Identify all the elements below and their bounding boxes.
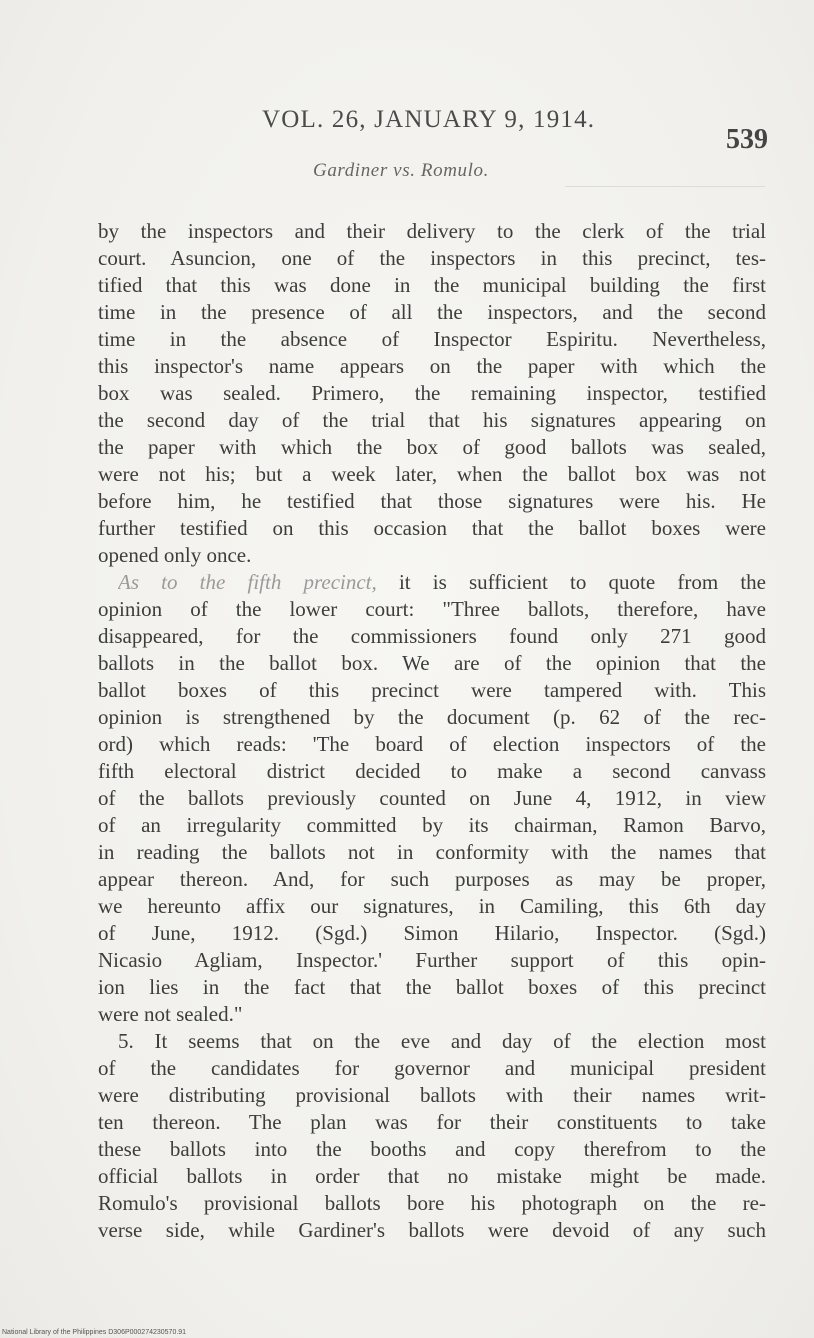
text-line: opinion of the lower court: "Three ballots, therefore, have — [98, 597, 766, 621]
text-line: Romulo's provisional ballots bore his photograph on the re- — [98, 1191, 766, 1215]
text-line: of June, 1912. (Sgd.) Simon Hilario, Inspector. (Sgd.) — [98, 921, 766, 945]
text-line: of the candidates for governor and municipal president — [98, 1056, 766, 1080]
text-line: ion lies in the fact that the ballot boxes of this precinct — [98, 975, 766, 999]
text-line: ten thereon. The plan was for their constituents to take — [98, 1110, 766, 1134]
case-title: Gardiner vs. Romulo. — [313, 160, 489, 181]
text-line: verse side, while Gardiner's ballots were devoid of any such — [98, 1218, 766, 1242]
text-line: this inspector's name appears on the paper with which the — [98, 354, 766, 378]
header-rule — [565, 186, 765, 187]
text-line: 5. It seems that on the eve and day of the election most — [118, 1029, 766, 1053]
italic-lead-in: As to the fifth precinct, — [118, 570, 377, 594]
text-line: opened only once. — [98, 543, 252, 567]
text-line: of the ballots previously counted on June 4, 1912, in view — [98, 786, 766, 810]
text-line: by the inspectors and their delivery to the clerk of the trial — [98, 219, 766, 243]
text-line: before him, he testified that those signatures were his. He — [98, 489, 766, 513]
text-line: opinion is strengthened by the document (p. 62 of the rec- — [98, 705, 766, 729]
text-line: court. Asuncion, one of the inspectors in this precinct, tes- — [98, 246, 766, 270]
text-line: the paper with which the box of good ballots was sealed, — [98, 435, 766, 459]
text-line: were not his; but a week later, when the ballot box was not — [98, 462, 766, 486]
page-number: 539 — [726, 124, 768, 155]
text-line: these ballots into the booths and copy therefrom to the — [98, 1137, 766, 1161]
text-line: box was sealed. Primero, the remaining inspector, testified — [98, 381, 766, 405]
text-line: the second day of the trial that his signatures appearing on — [98, 408, 766, 432]
text-line-rest: it is sufficient to quote from the — [398, 570, 766, 594]
text-line: official ballots in order that no mistake might be made. — [98, 1164, 766, 1188]
text-line: further testified on this occasion that the ballot boxes were — [98, 516, 766, 540]
text-line: tified that this was done in the municipal building the first — [98, 273, 766, 297]
text-line: appear thereon. And, for such purposes as may be proper, — [98, 867, 766, 891]
text-line: time in the absence of Inspector Espiritu. Nevertheless, — [98, 327, 766, 351]
text-line: of an irregularity committed by its chairman, Ramon Barvo, — [98, 813, 766, 837]
text-line: we hereunto affix our signatures, in Camiling, this 6th day — [98, 894, 766, 918]
text-line: Nicasio Agliam, Inspector.' Further support of this opin- — [98, 948, 766, 972]
text-line — [118, 569, 766, 596]
text-line: were not sealed." — [98, 1002, 243, 1026]
text-line: time in the presence of all the inspectors, and the second — [98, 300, 766, 324]
text-line: fifth electoral district decided to make a second canvass — [98, 759, 766, 783]
text-line: disappeared, for the commissioners found only 271 good — [98, 624, 766, 648]
text-line: ord) which reads: 'The board of election inspectors of the — [98, 732, 766, 756]
text-line: in reading the ballots not in conformity with the names that — [98, 840, 766, 864]
running-head: VOL. 26, JANUARY 9, 1914. — [262, 106, 596, 133]
text-line: ballots in the ballot box. We are of the opinion that the — [98, 651, 766, 675]
text-line: ballot boxes of this precinct were tampered with. This — [98, 678, 766, 702]
library-footer: National Library of the Philippines D306P000274230570.91 — [2, 1329, 187, 1336]
text-line: were distributing provisional ballots with their names writ- — [98, 1083, 766, 1107]
